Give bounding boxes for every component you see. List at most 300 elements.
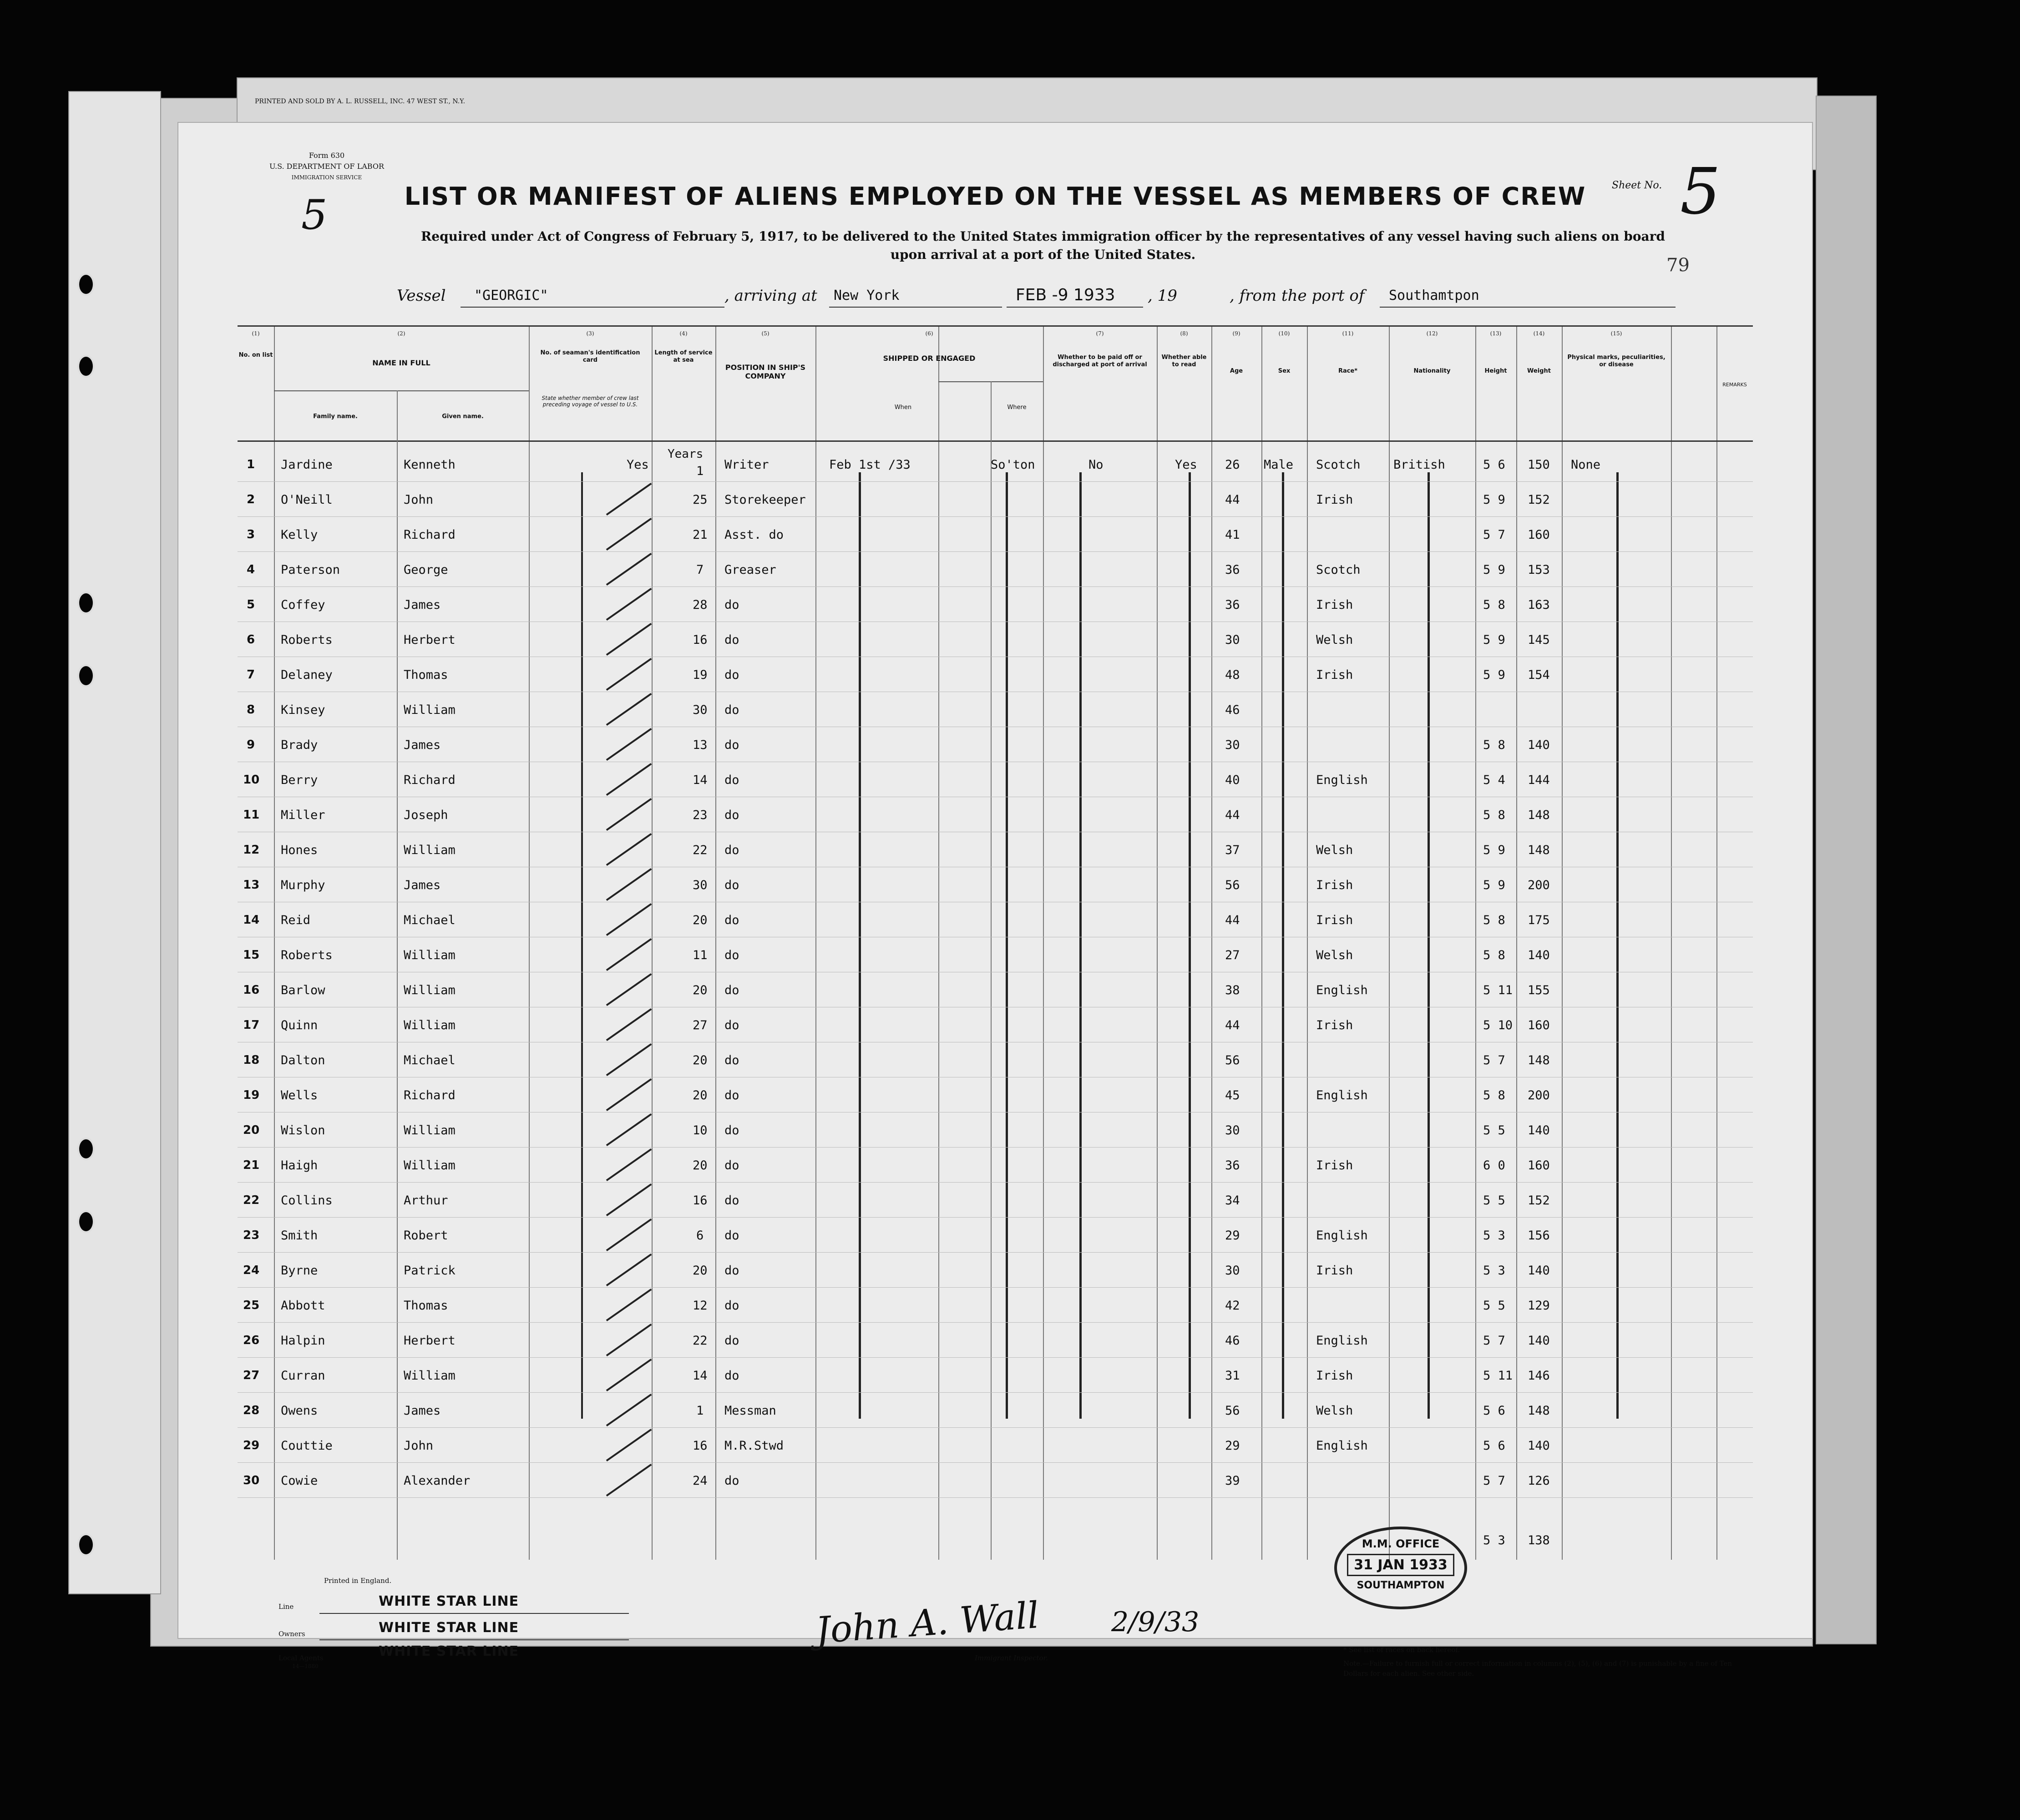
crew-row bbox=[238, 1150, 1753, 1185]
race: Irish bbox=[1316, 1369, 1353, 1383]
family-name: Wislon bbox=[281, 1123, 325, 1138]
age: 29 bbox=[1225, 1439, 1240, 1453]
form-identifier bbox=[269, 150, 384, 183]
service-years: 16 bbox=[693, 1193, 708, 1208]
check-mark bbox=[606, 868, 652, 901]
service-name: IMMIGRATION SERVICE bbox=[291, 174, 362, 181]
back-sheet bbox=[68, 91, 161, 1594]
stamp-bottom: SOUTHAMPTON bbox=[1357, 1580, 1445, 1591]
check-mark bbox=[606, 1324, 652, 1356]
given-name: James bbox=[404, 738, 441, 752]
height: 5 8 bbox=[1483, 808, 1505, 822]
name-split-rule bbox=[274, 390, 529, 391]
vessel-name: "GEORGIC" bbox=[474, 288, 548, 303]
age: 46 bbox=[1225, 1334, 1240, 1348]
crew-row bbox=[238, 1466, 1753, 1501]
weight: 126 bbox=[1528, 1474, 1550, 1488]
service-years: 14 bbox=[693, 773, 708, 787]
family-name: Quinn bbox=[281, 1018, 318, 1032]
given-name: Thomas bbox=[404, 1299, 448, 1313]
age: 44 bbox=[1225, 808, 1240, 822]
crew-row bbox=[238, 1080, 1753, 1115]
given-name: James bbox=[404, 598, 441, 612]
age: 29 bbox=[1225, 1228, 1240, 1243]
race: Welsh bbox=[1316, 1404, 1353, 1418]
check-mark bbox=[606, 483, 652, 516]
weight: 152 bbox=[1528, 1193, 1550, 1208]
service-years: 1 bbox=[696, 464, 704, 478]
height: 5 8 bbox=[1483, 598, 1505, 612]
check-mark bbox=[606, 1148, 652, 1181]
check-mark bbox=[606, 1218, 652, 1251]
check-mark bbox=[606, 728, 652, 761]
family-name: Hones bbox=[281, 843, 318, 857]
sheet-label: Sheet No. bbox=[1612, 180, 1662, 191]
header-age: Age bbox=[1230, 368, 1243, 374]
service-years: 23 bbox=[693, 808, 708, 822]
check-mark bbox=[606, 588, 652, 621]
binder-hole bbox=[77, 1138, 95, 1160]
crew-row bbox=[238, 870, 1753, 905]
given-name: Robert bbox=[404, 1228, 448, 1243]
age: 34 bbox=[1225, 1193, 1240, 1208]
age: 36 bbox=[1225, 1158, 1240, 1173]
header-able-to-read: Whether able to read bbox=[1161, 354, 1207, 368]
column-number: (2) bbox=[397, 330, 405, 337]
weight: 148 bbox=[1528, 808, 1550, 822]
manifest-sheet bbox=[177, 122, 1813, 1678]
service-years: 22 bbox=[693, 1334, 708, 1348]
row-number: 1 bbox=[247, 458, 255, 471]
weight: 150 bbox=[1528, 458, 1550, 472]
position: do bbox=[724, 1228, 739, 1243]
row-number: 5 bbox=[247, 598, 255, 612]
age: 44 bbox=[1225, 1018, 1240, 1032]
age: 38 bbox=[1225, 983, 1240, 997]
race: English bbox=[1316, 1334, 1368, 1348]
age: 30 bbox=[1225, 633, 1240, 647]
race: Welsh bbox=[1316, 948, 1353, 962]
row-number: 17 bbox=[243, 1018, 260, 1032]
binder-hole bbox=[77, 355, 95, 378]
age: 36 bbox=[1225, 563, 1240, 577]
crew-row bbox=[238, 450, 1753, 485]
position: do bbox=[724, 1123, 739, 1138]
race: Irish bbox=[1316, 1018, 1353, 1032]
printer-line: PRINTED AND SOLD BY A. L. RUSSELL, INC. 47 WEST ST., N.Y. bbox=[255, 98, 466, 105]
age: 48 bbox=[1225, 668, 1240, 682]
position: do bbox=[724, 1193, 739, 1208]
row-number: 7 bbox=[247, 668, 255, 682]
position: do bbox=[724, 598, 739, 612]
signature-date: 2/9/33 bbox=[1111, 1606, 1200, 1638]
underline bbox=[319, 1639, 629, 1640]
binder-hole bbox=[77, 273, 95, 296]
race-note: * See list of races on back hereof. bbox=[1343, 1646, 1460, 1654]
column-number: (15) bbox=[1610, 330, 1622, 337]
header-remarks: REMARKS bbox=[1722, 382, 1747, 388]
weight: 160 bbox=[1528, 1018, 1550, 1032]
seaman-card: Yes bbox=[627, 458, 649, 472]
row-number: 25 bbox=[243, 1299, 260, 1312]
inspector-label: Immigrant Inspector. bbox=[975, 1654, 1048, 1662]
row-number: 13 bbox=[243, 878, 260, 892]
height: 5 9 bbox=[1483, 878, 1505, 892]
age: 44 bbox=[1225, 493, 1240, 507]
weight: 140 bbox=[1528, 1439, 1550, 1453]
height: 5 3 bbox=[1483, 1264, 1505, 1278]
column-number: (12) bbox=[1426, 330, 1438, 337]
department-name: U.S. DEPARTMENT OF LABOR bbox=[269, 162, 384, 171]
shipped-when: Feb 1st /33 bbox=[829, 458, 911, 472]
height: 5 6 bbox=[1483, 1404, 1505, 1418]
row-number: 3 bbox=[247, 528, 255, 541]
service-years: 19 bbox=[693, 668, 708, 682]
check-mark bbox=[606, 658, 652, 691]
position: do bbox=[724, 1158, 739, 1173]
given-name: William bbox=[404, 948, 456, 962]
header-physical-marks: Physical marks, peculiarities, or disease bbox=[1567, 354, 1666, 368]
position: do bbox=[724, 1088, 739, 1102]
crew-row bbox=[238, 905, 1753, 940]
inspector-signature: John A. Wall bbox=[814, 1593, 1041, 1652]
agents-code: 14—1880 bbox=[292, 1663, 319, 1669]
arrival-date-stamp: FEB -9 1933 bbox=[1016, 286, 1115, 304]
row-number: 6 bbox=[247, 633, 255, 647]
race: English bbox=[1316, 1088, 1368, 1102]
weight: 140 bbox=[1528, 1123, 1550, 1138]
weight: 160 bbox=[1528, 1158, 1550, 1173]
race: English bbox=[1316, 773, 1368, 787]
race: English bbox=[1316, 1439, 1368, 1453]
crew-row bbox=[238, 1395, 1753, 1431]
crew-row bbox=[238, 1360, 1753, 1395]
age: 27 bbox=[1225, 948, 1240, 962]
position: do bbox=[724, 808, 739, 822]
family-name: Barlow bbox=[281, 983, 325, 997]
weight: 200 bbox=[1528, 1088, 1550, 1102]
service-years: 25 bbox=[693, 493, 708, 507]
weight: 144 bbox=[1528, 773, 1550, 787]
arriving-port: New York bbox=[834, 288, 900, 303]
family-name: Haigh bbox=[281, 1158, 318, 1173]
header-paid-off: Whether to be paid off or discharged at port of arrival bbox=[1053, 354, 1147, 368]
family-name: Miller bbox=[281, 808, 325, 822]
binder-hole bbox=[77, 1533, 95, 1556]
header-weight: Weight bbox=[1527, 368, 1551, 374]
service-years: 27 bbox=[693, 1018, 708, 1032]
family-name: Dalton bbox=[281, 1053, 325, 1067]
header-when: When bbox=[894, 404, 912, 411]
column-number: (7) bbox=[1096, 330, 1104, 337]
crew-row bbox=[238, 835, 1753, 870]
height: 5 8 bbox=[1483, 948, 1505, 962]
family-name: Kinsey bbox=[281, 703, 325, 717]
header-seaman-card: No. of seaman's identification card bbox=[540, 349, 640, 364]
row-number: 21 bbox=[243, 1158, 260, 1172]
manifest-subtitle: Required under Act of Congress of February 5, 1917, to be delivered to the United States immigration officer by the representatives of any vessel having such aliens on board upon arrival at a port of the United States. bbox=[421, 229, 1665, 262]
check-mark bbox=[606, 1254, 652, 1286]
column-number: (3) bbox=[586, 330, 594, 337]
service-years: 10 bbox=[693, 1123, 708, 1138]
race: Welsh bbox=[1316, 843, 1353, 857]
given-name: Richard bbox=[404, 773, 456, 787]
line-label: Line bbox=[278, 1603, 294, 1611]
check-mark bbox=[606, 623, 652, 656]
row-number: 9 bbox=[247, 738, 255, 752]
row-number: 18 bbox=[243, 1053, 260, 1067]
position: do bbox=[724, 1053, 739, 1067]
position: do bbox=[724, 773, 739, 787]
weight: 148 bbox=[1528, 1053, 1550, 1067]
row-number: 8 bbox=[247, 703, 255, 717]
race: Irish bbox=[1316, 913, 1353, 927]
weight: 140 bbox=[1528, 1334, 1550, 1348]
family-name: Paterson bbox=[281, 563, 340, 577]
weight: 155 bbox=[1528, 983, 1550, 997]
position: do bbox=[724, 1018, 739, 1032]
service-years: 16 bbox=[693, 1439, 708, 1453]
crew-row bbox=[238, 940, 1753, 975]
extra-weight: 138 bbox=[1528, 1533, 1550, 1547]
race: Irish bbox=[1316, 1158, 1353, 1173]
given-name: Richard bbox=[404, 1088, 456, 1102]
age: 46 bbox=[1225, 703, 1240, 717]
departure-port: Southamtpon bbox=[1389, 288, 1479, 303]
owners-label: Owners bbox=[278, 1630, 305, 1638]
back-sheet bbox=[1816, 96, 1877, 1644]
header-family-name: Family name. bbox=[313, 413, 358, 420]
check-mark bbox=[606, 798, 652, 831]
check-mark bbox=[606, 518, 652, 551]
weight: 140 bbox=[1528, 1264, 1550, 1278]
crew-row bbox=[238, 1431, 1753, 1466]
check-mark bbox=[606, 1429, 652, 1461]
underline bbox=[829, 307, 1002, 308]
stamp-top: M.M. OFFICE bbox=[1362, 1537, 1440, 1550]
check-mark bbox=[606, 1043, 652, 1076]
weight: 163 bbox=[1528, 598, 1550, 612]
height: 5 5 bbox=[1483, 1299, 1505, 1313]
given-name: James bbox=[404, 1404, 441, 1418]
crew-row bbox=[238, 1220, 1753, 1255]
crew-row bbox=[238, 1185, 1753, 1220]
given-name: Alexander bbox=[404, 1474, 471, 1488]
age: 40 bbox=[1225, 773, 1240, 787]
height: 5 9 bbox=[1483, 563, 1505, 577]
check-mark bbox=[606, 1394, 652, 1426]
position: Greaser bbox=[724, 563, 776, 577]
position: do bbox=[724, 948, 739, 962]
weight: 129 bbox=[1528, 1299, 1550, 1313]
agents-label: Local Agents bbox=[278, 1654, 324, 1662]
family-name: Halpin bbox=[281, 1334, 325, 1348]
crew-row bbox=[238, 730, 1753, 765]
binder-hole bbox=[77, 1210, 95, 1233]
owners-value: WHITE STAR LINE bbox=[379, 1620, 519, 1636]
height: 5 7 bbox=[1483, 1334, 1505, 1348]
given-name: Arthur bbox=[404, 1193, 448, 1208]
age: 30 bbox=[1225, 1123, 1240, 1138]
manifest-title: LIST OR MANIFEST OF ALIENS EMPLOYED ON THE VESSEL AS MEMBERS OF CREW bbox=[404, 182, 1586, 211]
underline bbox=[461, 307, 724, 308]
header-no-on-list: No. on list bbox=[238, 352, 273, 359]
race: Scotch bbox=[1316, 458, 1361, 472]
position: M.R.Stwd bbox=[724, 1439, 784, 1453]
given-name: James bbox=[404, 878, 441, 892]
crew-row bbox=[238, 800, 1753, 835]
family-name: Murphy bbox=[281, 878, 325, 892]
family-name: Collins bbox=[281, 1193, 333, 1208]
race: Irish bbox=[1316, 1264, 1353, 1278]
service-years: 30 bbox=[693, 703, 708, 717]
crew-row bbox=[238, 1255, 1753, 1290]
form-number: Form 630 bbox=[309, 151, 345, 160]
row-number: 30 bbox=[243, 1474, 260, 1487]
crew-row bbox=[238, 660, 1753, 695]
given-name: Herbert bbox=[404, 1334, 456, 1348]
family-name: Byrne bbox=[281, 1264, 318, 1278]
service-years: 24 bbox=[693, 1474, 708, 1488]
service-years: 20 bbox=[693, 1158, 708, 1173]
family-name: Couttie bbox=[281, 1439, 333, 1453]
crew-row bbox=[238, 555, 1753, 590]
crew-row bbox=[238, 1115, 1753, 1150]
given-name: Michael bbox=[404, 1053, 456, 1067]
able-to-read: Yes bbox=[1175, 458, 1197, 472]
header-position: POSITION IN SHIP'S COMPANY bbox=[725, 363, 806, 380]
underline bbox=[1380, 307, 1676, 308]
row-number: 14 bbox=[243, 913, 260, 927]
header-race: Race* bbox=[1338, 368, 1358, 374]
column-number: (13) bbox=[1490, 330, 1502, 337]
given-name: Patrick bbox=[404, 1264, 456, 1278]
position: do bbox=[724, 668, 739, 682]
page-number: 79 bbox=[1666, 255, 1690, 276]
line-value: WHITE STAR LINE bbox=[379, 1593, 519, 1609]
age: 39 bbox=[1225, 1474, 1240, 1488]
family-name: Brady bbox=[281, 738, 318, 752]
underline bbox=[319, 1613, 629, 1614]
age: 44 bbox=[1225, 913, 1240, 927]
crew-row bbox=[238, 625, 1753, 660]
row-number: 15 bbox=[243, 948, 260, 962]
check-mark bbox=[606, 1464, 652, 1496]
service-years: 14 bbox=[693, 1369, 708, 1383]
weight: 140 bbox=[1528, 948, 1550, 962]
height: 5 9 bbox=[1483, 633, 1505, 647]
header-rule bbox=[238, 440, 1753, 442]
service-years: 13 bbox=[693, 738, 708, 752]
header-sex: Sex bbox=[1278, 368, 1291, 374]
position: do bbox=[724, 913, 739, 927]
column-number: (8) bbox=[1180, 330, 1188, 337]
given-name: William bbox=[404, 1018, 456, 1032]
paid-off: No bbox=[1088, 458, 1104, 472]
service-years: 20 bbox=[693, 983, 708, 997]
service-years: 22 bbox=[693, 843, 708, 857]
check-mark bbox=[606, 763, 652, 796]
family-name: Roberts bbox=[281, 633, 333, 647]
row-number: 11 bbox=[243, 808, 260, 822]
height: 5 10 bbox=[1483, 1018, 1513, 1032]
family-name: Cowie bbox=[281, 1474, 318, 1488]
family-name: Wells bbox=[281, 1088, 318, 1102]
check-mark bbox=[606, 1359, 652, 1391]
check-mark bbox=[606, 693, 652, 726]
weight: 148 bbox=[1528, 1404, 1550, 1418]
given-name: William bbox=[404, 983, 456, 997]
column-number: (6) bbox=[925, 330, 933, 337]
race: Scotch bbox=[1316, 563, 1361, 577]
given-name: William bbox=[404, 1158, 456, 1173]
row-number: 23 bbox=[243, 1228, 260, 1242]
age: 31 bbox=[1225, 1369, 1240, 1383]
row-number: 28 bbox=[243, 1404, 260, 1417]
vessel-label: Vessel bbox=[397, 287, 446, 305]
row-number: 2 bbox=[247, 493, 255, 506]
height: 5 8 bbox=[1483, 913, 1505, 927]
header-height: Height bbox=[1484, 368, 1507, 374]
header-name-in-full: NAME IN FULL bbox=[372, 359, 430, 367]
family-name: Abbott bbox=[281, 1299, 325, 1313]
row-number: 22 bbox=[243, 1193, 260, 1207]
service-years: 11 bbox=[693, 948, 708, 962]
check-mark bbox=[606, 903, 652, 936]
years-label: Years bbox=[668, 447, 704, 461]
crew-row bbox=[238, 695, 1753, 730]
age: 36 bbox=[1225, 598, 1240, 612]
position: do bbox=[724, 633, 739, 647]
position: do bbox=[724, 1369, 739, 1383]
race: English bbox=[1316, 1228, 1368, 1243]
height: 5 9 bbox=[1483, 493, 1505, 507]
weight: 148 bbox=[1528, 843, 1550, 857]
position: Writer bbox=[724, 458, 769, 472]
height: 5 8 bbox=[1483, 1088, 1505, 1102]
age: 37 bbox=[1225, 843, 1240, 857]
height: 5 7 bbox=[1483, 1474, 1505, 1488]
height: 5 7 bbox=[1483, 528, 1505, 542]
service-years: 16 bbox=[693, 633, 708, 647]
position: do bbox=[724, 983, 739, 997]
height: 5 7 bbox=[1483, 1053, 1505, 1067]
binder-hole bbox=[77, 592, 95, 614]
family-name: Owens bbox=[281, 1404, 318, 1418]
row-number: 20 bbox=[243, 1123, 260, 1137]
service-years: 6 bbox=[696, 1228, 704, 1243]
position: do bbox=[724, 1334, 739, 1348]
sheet-number: 5 bbox=[1680, 155, 1721, 229]
height: 5 6 bbox=[1483, 458, 1505, 472]
header-nationality: Nationality bbox=[1413, 368, 1451, 374]
column-number: (1) bbox=[252, 330, 260, 337]
position: do bbox=[724, 703, 739, 717]
height: 5 9 bbox=[1483, 843, 1505, 857]
given-name: Herbert bbox=[404, 633, 456, 647]
vessel-line bbox=[397, 287, 1716, 314]
given-name: John bbox=[404, 1439, 434, 1453]
race: Irish bbox=[1316, 878, 1353, 892]
from-label: , from the port of bbox=[1230, 287, 1365, 305]
race: Irish bbox=[1316, 493, 1353, 507]
given-name: William bbox=[404, 843, 456, 857]
crew-row bbox=[238, 485, 1753, 520]
given-name: Joseph bbox=[404, 808, 448, 822]
weight: 156 bbox=[1528, 1228, 1550, 1243]
height: 5 6 bbox=[1483, 1439, 1505, 1453]
crew-row bbox=[238, 975, 1753, 1010]
